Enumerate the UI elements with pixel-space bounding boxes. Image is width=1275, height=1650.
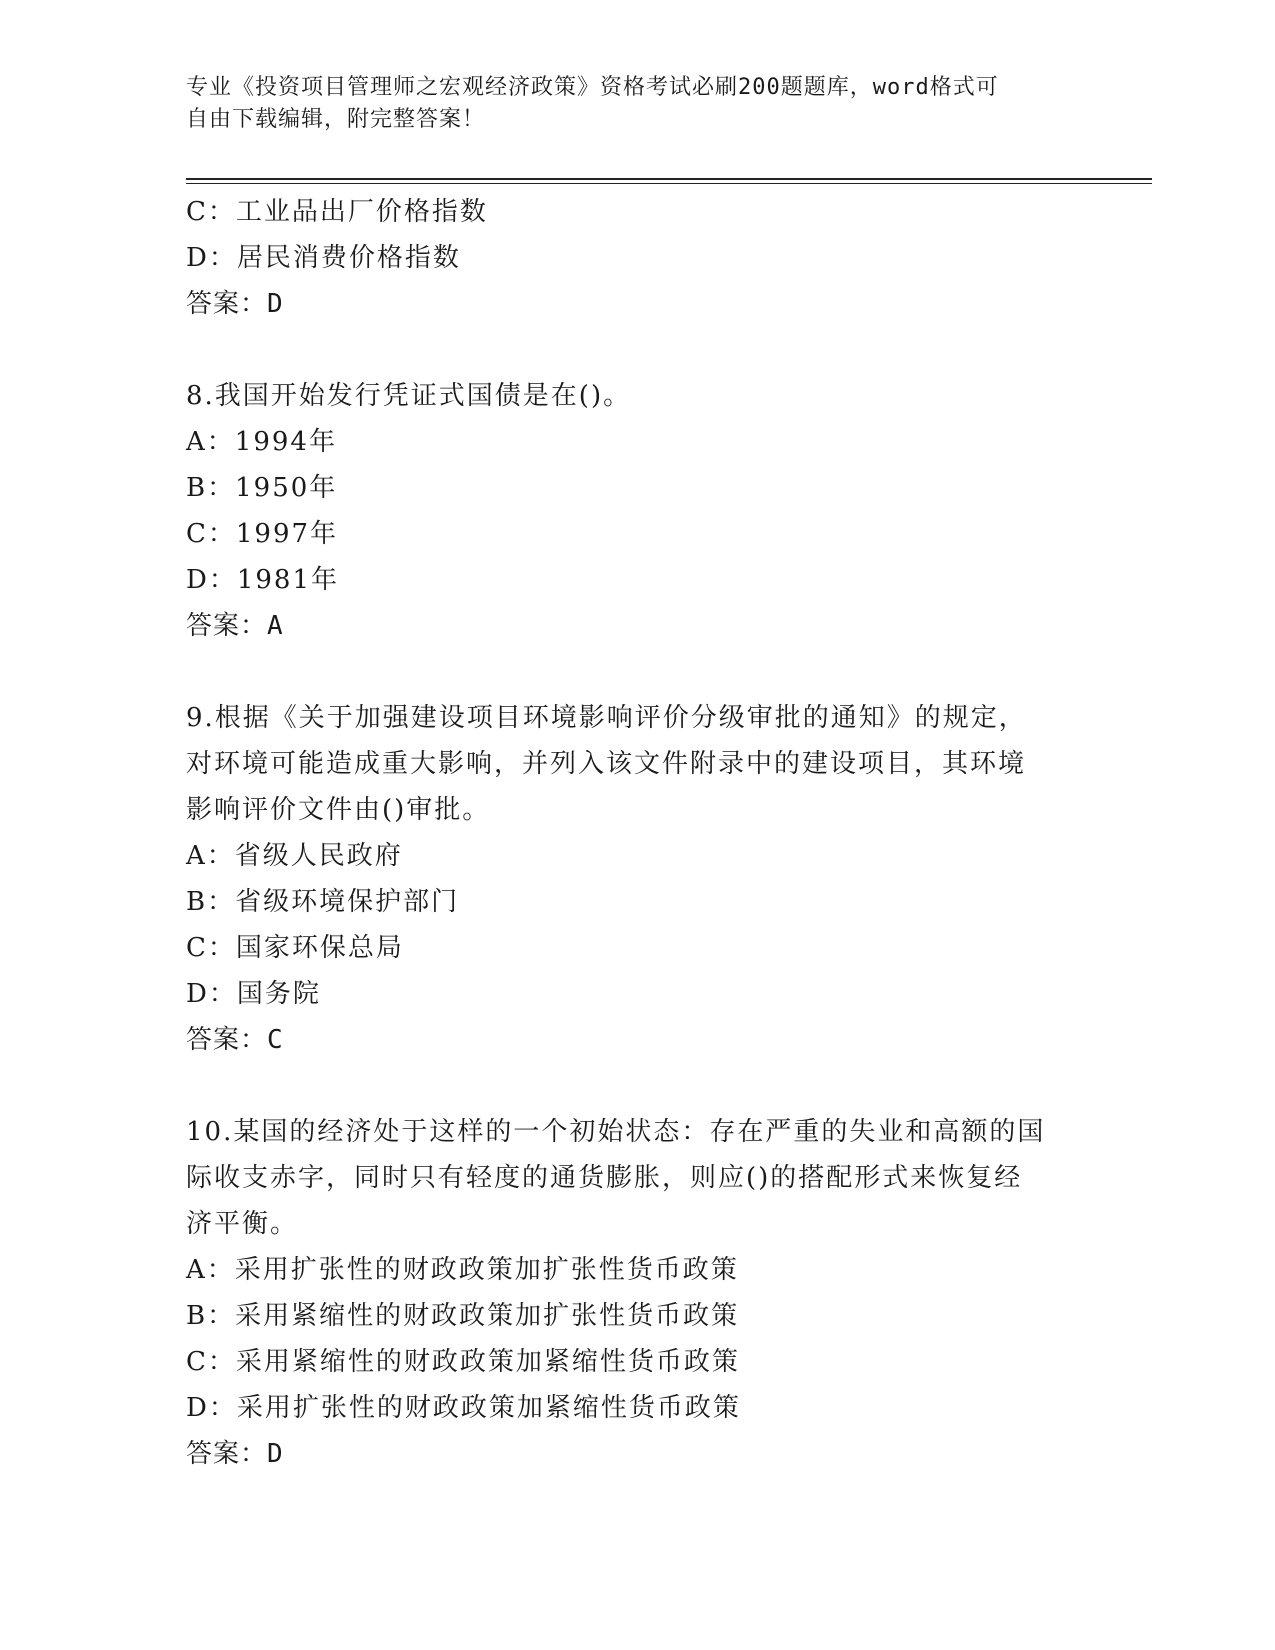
- option-b: B：省级环境保护部门: [186, 887, 460, 917]
- question-stem-line-3: 影响评价文件由()审批。: [186, 795, 491, 825]
- question-8: [186, 373, 1086, 649]
- question-9: [186, 695, 1086, 1063]
- question-7-partial: [186, 189, 1086, 327]
- document-header: [186, 72, 1066, 136]
- option-a: A：采用扩张性的财政政策加扩张性货币政策: [186, 1255, 739, 1285]
- option-c: C：1997年: [186, 519, 339, 549]
- option-a: A：省级人民政府: [186, 841, 403, 871]
- header-line-1: 专业《投资项目管理师之宏观经济政策》资格考试必刷200题题库，word格式可: [186, 75, 999, 100]
- header-rule-thin: [186, 183, 1152, 184]
- option-d: D：居民消费价格指数: [186, 243, 461, 273]
- option-d: D：采用扩张性的财政政策加紧缩性货币政策: [186, 1393, 741, 1423]
- question-list: [186, 189, 1086, 1477]
- question-10: [186, 1109, 1086, 1477]
- answer-line: 答案：D: [186, 289, 284, 319]
- option-d: D：国务院: [186, 979, 321, 1009]
- option-c: C：工业品出厂价格指数: [186, 197, 488, 227]
- option-d: D：1981年: [186, 565, 340, 595]
- answer-line: 答案：D: [186, 1439, 284, 1469]
- option-b: B：1950年: [186, 473, 338, 503]
- header-rule-thick: [186, 178, 1152, 180]
- question-stem-line-2: 对环境可能造成重大影响，并列入该文件附录中的建设项目，其环境: [186, 749, 1027, 779]
- option-a: A：1994年: [186, 427, 337, 457]
- question-stem: 8.我国开始发行凭证式国债是在()。: [186, 381, 632, 411]
- answer-line: 答案：C: [186, 1025, 284, 1055]
- option-c: C：采用紧缩性的财政政策加紧缩性货币政策: [186, 1347, 740, 1377]
- answer-line: 答案：A: [186, 611, 284, 641]
- question-stem-line-1: 10.某国的经济处于这样的一个初始状态：存在严重的失业和高额的国: [186, 1117, 1046, 1147]
- question-stem-line-1: 9.根据《关于加强建设项目环境影响评价分级审批的通知》的规定，: [186, 703, 1027, 733]
- question-stem-line-3: 济平衡。: [186, 1209, 299, 1239]
- question-stem-line-2: 际收支赤字，同时只有轻度的通货膨胀，则应()的搭配形式来恢复经: [186, 1163, 1023, 1193]
- option-b: B：采用紧缩性的财政政策加扩张性货币政策: [186, 1301, 740, 1331]
- option-c: C：国家环保总局: [186, 933, 404, 963]
- header-line-2: 自由下载编辑，附完整答案！: [186, 107, 486, 132]
